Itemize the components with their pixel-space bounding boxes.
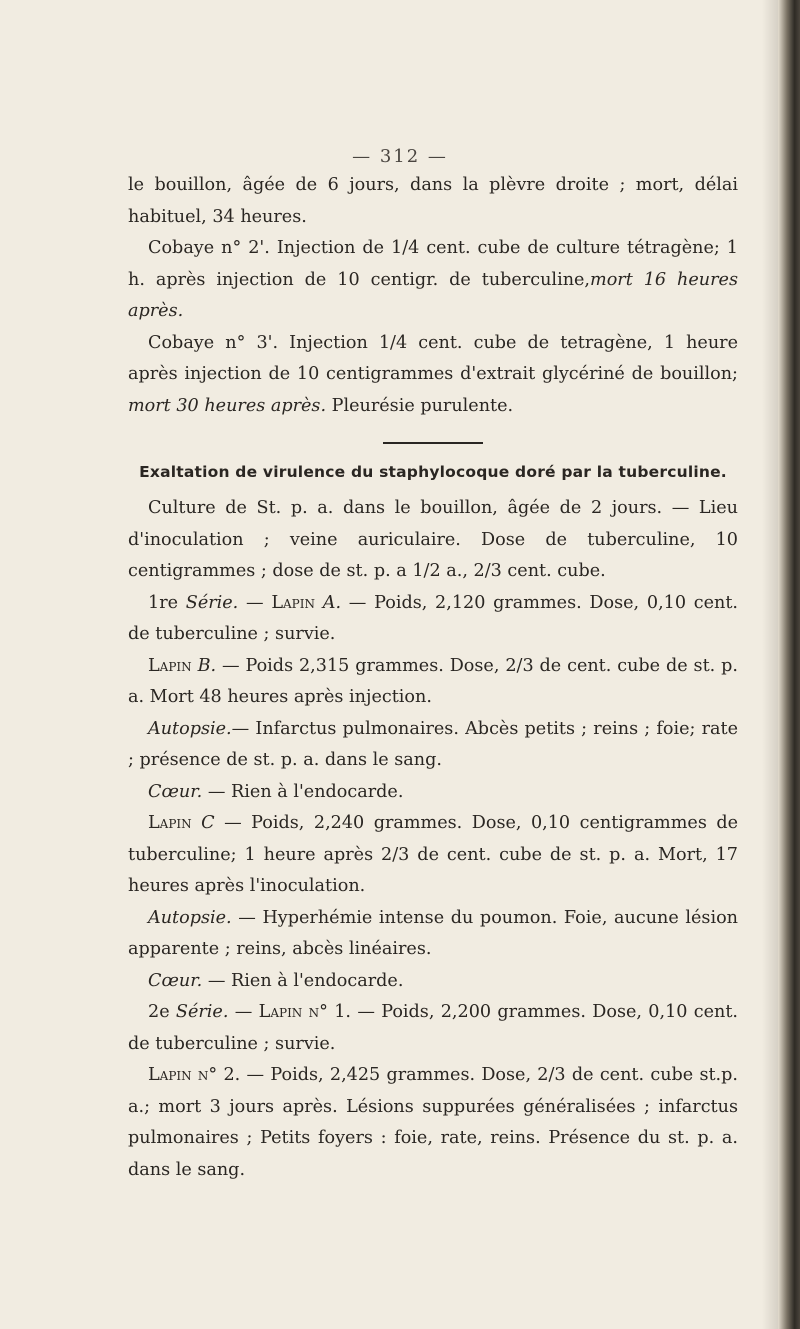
lapin-2-text: — Poids, 2,425 grammes. Dose, 2/3 de cent. cube st.p. a.; mort 3 jours après. Lésions suppurées généralisées ; infarctus pulmonaires ; Petits foyers : foie, rate, reins. Présence du st. p. a. dans le sang. — [128, 1065, 738, 1180]
autopsie-c-label: Autopsie. — [148, 907, 232, 928]
cobaye-3-tail: Pleurésie purulente. — [326, 395, 514, 416]
serie-1-lapin: — Lapin — [246, 592, 315, 613]
serie-2-label: Série. — [175, 1002, 229, 1022]
paragraph-intro: Culture de St. p. a. dans le bouillon, âgée de 2 jours. — Lieu d'inoculation ; veine auriculaire. Dose de tuberculine, 10 centigrammes ; dose de st. p. a 1/2 a., 2/3 cent. cube. — [128, 498, 738, 581]
lapin-b-label: Lapin — [148, 655, 192, 676]
paragraph-cobaye-2 — [128, 233, 738, 328]
lapin-c-label: Lapin — [148, 813, 192, 833]
page-body — [128, 170, 738, 1186]
paragraph-serie-1 — [128, 588, 738, 651]
paragraph-coeur-c — [128, 966, 738, 998]
coeur-c-text: — Rien à l'endocarde. — [207, 970, 404, 991]
paragraph-lapin-b — [128, 651, 738, 714]
serie-1-number: 1re — [148, 592, 179, 613]
lapin-b-letter: B. — [197, 655, 217, 676]
paragraph-continuation: le bouillon, âgée de 6 jours, dans la plèvre droite ; mort, délai habituel, 34 heures. — [128, 175, 738, 227]
paragraph-serie-2 — [128, 997, 738, 1060]
cobaye-3-result: mort 30 heures après. — [128, 395, 327, 416]
section-divider — [383, 442, 483, 444]
lapin-c-letter: C — [201, 813, 215, 833]
coeur-b-label: Cœur. — [148, 781, 203, 802]
page-gutter-shadow — [762, 0, 778, 1329]
page-edge — [778, 0, 800, 1329]
cobaye-2-text: Cobaye n° 2'. Injection de 1/4 cent. cube de culture tétragène; 1 h. après injection de 10 centigr. de tuberculine, — [128, 238, 738, 290]
autopsie-b-text: — Infarctus pulmonaires. Abcès petits ; reins ; foie; rate ; présence de st. p. a. dans le sang. — [128, 718, 738, 770]
paragraph-coeur-b — [128, 777, 738, 809]
paragraph-autopsie-b — [128, 714, 738, 777]
autopsie-b-label: Autopsie. — [148, 718, 232, 739]
paragraph-cobaye-3 — [128, 328, 738, 423]
lapin-2-label: Lapin n° 2. — [148, 1065, 241, 1085]
section-heading: Exaltation de virulence du staphylocoque doré par la tuberculine. — [139, 463, 727, 481]
paragraph-autopsie-c — [128, 903, 738, 966]
serie-1-label: Série. — [185, 592, 239, 613]
autopsie-c-text: — Hyperhémie intense du poumon. Foie, aucune lésion apparente ; reins, abcès linéaires. — [128, 907, 738, 959]
cobaye-3-text: Cobaye n° 3'. Injection 1/4 cent. cube de tetragène, 1 heure après injection de 10 centigrammes d'extrait glycériné de bouillon; — [128, 332, 738, 384]
lapin-a-letter: A. — [322, 592, 342, 613]
lapin-b-text: — Poids 2,315 grammes. Dose, 2/3 de cent. cube de st. p. a. Mort 48 heures après injection. — [128, 655, 738, 707]
paragraph-lapin-2 — [128, 1060, 738, 1186]
serie-2-lapin: — Lapin n° 1. — [234, 1002, 351, 1022]
page-number: — 312 — — [352, 146, 448, 167]
serie-2-text: — Poids, 2,200 grammes. Dose, 0,10 cent. de tuberculine ; survie. — [128, 1002, 739, 1054]
paragraph-lapin-c — [128, 808, 738, 903]
coeur-b-text: — Rien à l'endocarde. — [207, 781, 404, 802]
cobaye-2-result: mort 16 heures après. — [128, 269, 738, 321]
coeur-c-label: Cœur. — [148, 970, 203, 991]
lapin-a-text: — Poids, 2,120 grammes. Dose, 0,10 cent. de tuberculine ; survie. — [128, 592, 739, 644]
serie-2-number: 2e — [148, 1002, 170, 1022]
lapin-c-text: — Poids, 2,240 grammes. Dose, 0,10 centigrammes de tuberculine; 1 heure après 2/3 de cent. cube de st. p. a. Mort, 17 heures après l'inoculation. — [128, 813, 739, 896]
